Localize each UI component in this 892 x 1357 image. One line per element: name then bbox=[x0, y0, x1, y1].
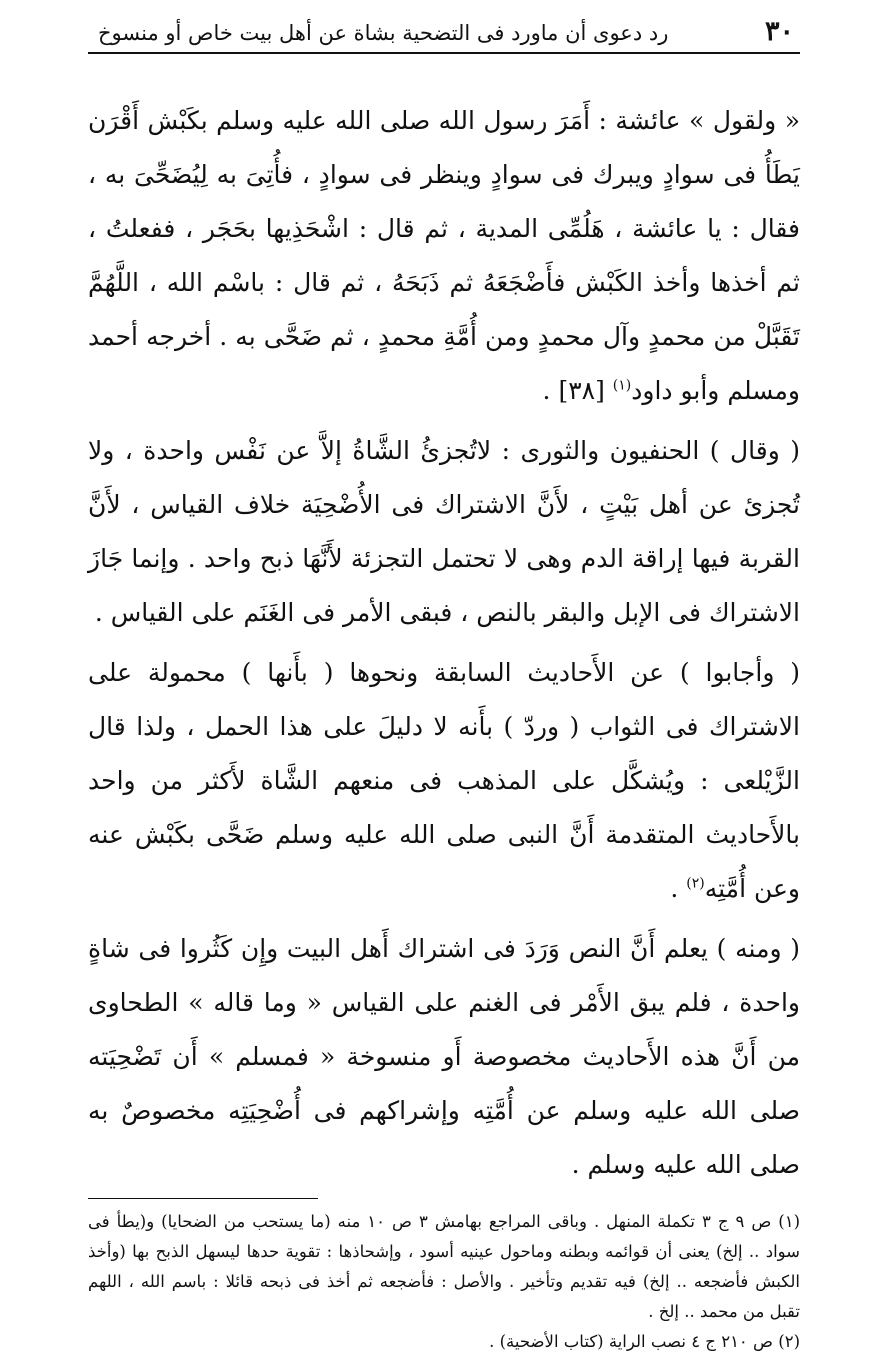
running-header bbox=[88, 14, 800, 54]
footnotes bbox=[88, 1207, 800, 1357]
footnote-divider bbox=[88, 1198, 318, 1199]
sentence-end: . bbox=[542, 376, 551, 405]
paragraph-text: « ولقول » عائشة : أَمَرَ رسول الله صلى الله عليه وسلم بكَبْش أَقْرَن يَطَأُ فى سوادٍ ويبرك فى سوادٍ وينظر فى سوادٍ ، فأُتِىَ به لِيُضَحِّىَ به ، فقال : يا عائشة ، هَلُمِّى المدية ، ثم قال : اشْحَذِيها بحَجَر ، ففعلتُ ، ثم أخذها وأخذ الكَبْش فأَضْجَعَهُ ثم ذَبَحَهُ ، ثم قال : باسْم الله ، اللَّهُمَّ تَقَبَّلْ من محمدٍ وآل محمدٍ ومن أُمَّةِ محمدٍ ، ثم ضَحَّى به . أخرجه أحمد ومسلم وأبو داود bbox=[88, 106, 800, 405]
sentence-end: . bbox=[670, 874, 679, 903]
footnote-reference: (٢) bbox=[686, 875, 705, 892]
footnote-2: (٢) ص ٢١٠ ج ٤ نصب الراية (كتاب الأضحية) . bbox=[489, 1332, 800, 1351]
hadith-number: [٣٨] bbox=[558, 376, 605, 405]
paragraph-hanafi-view: ( وقال ) الحنفيون والثورى : لاتُجزئُ الشَّاةُ إلاَّ عن نَفْس واحدة ، ولا تُجزئ عن أهل بَيْتٍ ، لأَنَّ الاشتراك فى الأُضْحِيَة خلاف القياس ، لأَنَّ القربة فيها إراقة الدم وهى لا تحتمل التجزئة لأَنَّهَا ذبح واحد . وإنما جَازَ الاشتراك فى الإبل والبقر بالنص ، فبقى الأمر فى الغَنَم على القياس . bbox=[88, 436, 800, 627]
footnote-1: (١) ص ٩ ج ٣ تكملة المنهل . وباقى المراجع بهامش ٣ ص ١٠ منه (ما يستحب من الضحايا) و(يطأ فى سواد .. إلخ) يعنى أن قوائمه وبطنه وماحول عينيه أسود ، وإشحاذها : تقوية حدها ليسهل الذبح بها (وأخذ الكبش فأضجعه .. إلخ) فيه تقديم وتأخير . والأصل : فأضجعه ثم أخذ فى ذبحه قائلا : باسم الله ، اللهم تقبل من محمد .. إلخ . bbox=[88, 1212, 801, 1321]
book-page bbox=[88, 14, 800, 1357]
main-text bbox=[88, 94, 800, 1192]
page-number: ٣٠ bbox=[764, 16, 794, 47]
paragraph-text: ( وأجابوا ) عن الأَحاديث السابقة ونحوها ( بأَنها ) محمولة على الاشتراك فى الثواب ( وردّ ) بأَنه لا دليلَ على هذا الحمل ، ولذا قال الزَّيْلعى : ويُشكَّل على المذهب فى منعهم الشَّاة لأَكثر من واحد بالأَحاديث المتقدمة أَنَّ النبى صلى الله عليه وسلم ضَحَّى بكَبْش عنه وعن أُمَّتِه bbox=[88, 658, 800, 903]
paragraph-conclusion: ( ومنه ) يعلم أَنَّ النص وَرَدَ فى اشتراك أَهل البيت وإِن كَثُروا فى شاةٍ واحدة ، فلم يبق الأَمْر فى الغنم على القياس « وما قاله » الطحاوى من أَنَّ هذه الأَحاديث مخصوصة أَو منسوخة « فمسلم » أَن تَضْحِيَته صلى الله عليه وسلم عن أُمَّتِه وإشراكهم فى أُضْحِيَتِه مخصوصٌ به صلى الله عليه وسلم . bbox=[88, 934, 800, 1179]
paragraph-aisha-hadith bbox=[88, 94, 800, 418]
footnote-reference: (١) bbox=[612, 377, 632, 394]
paragraph-response bbox=[88, 646, 800, 916]
running-title: رد دعوى أن ماورد فى التضحية بشاة عن أهل بيت خاص أو منسوخ bbox=[98, 21, 669, 45]
